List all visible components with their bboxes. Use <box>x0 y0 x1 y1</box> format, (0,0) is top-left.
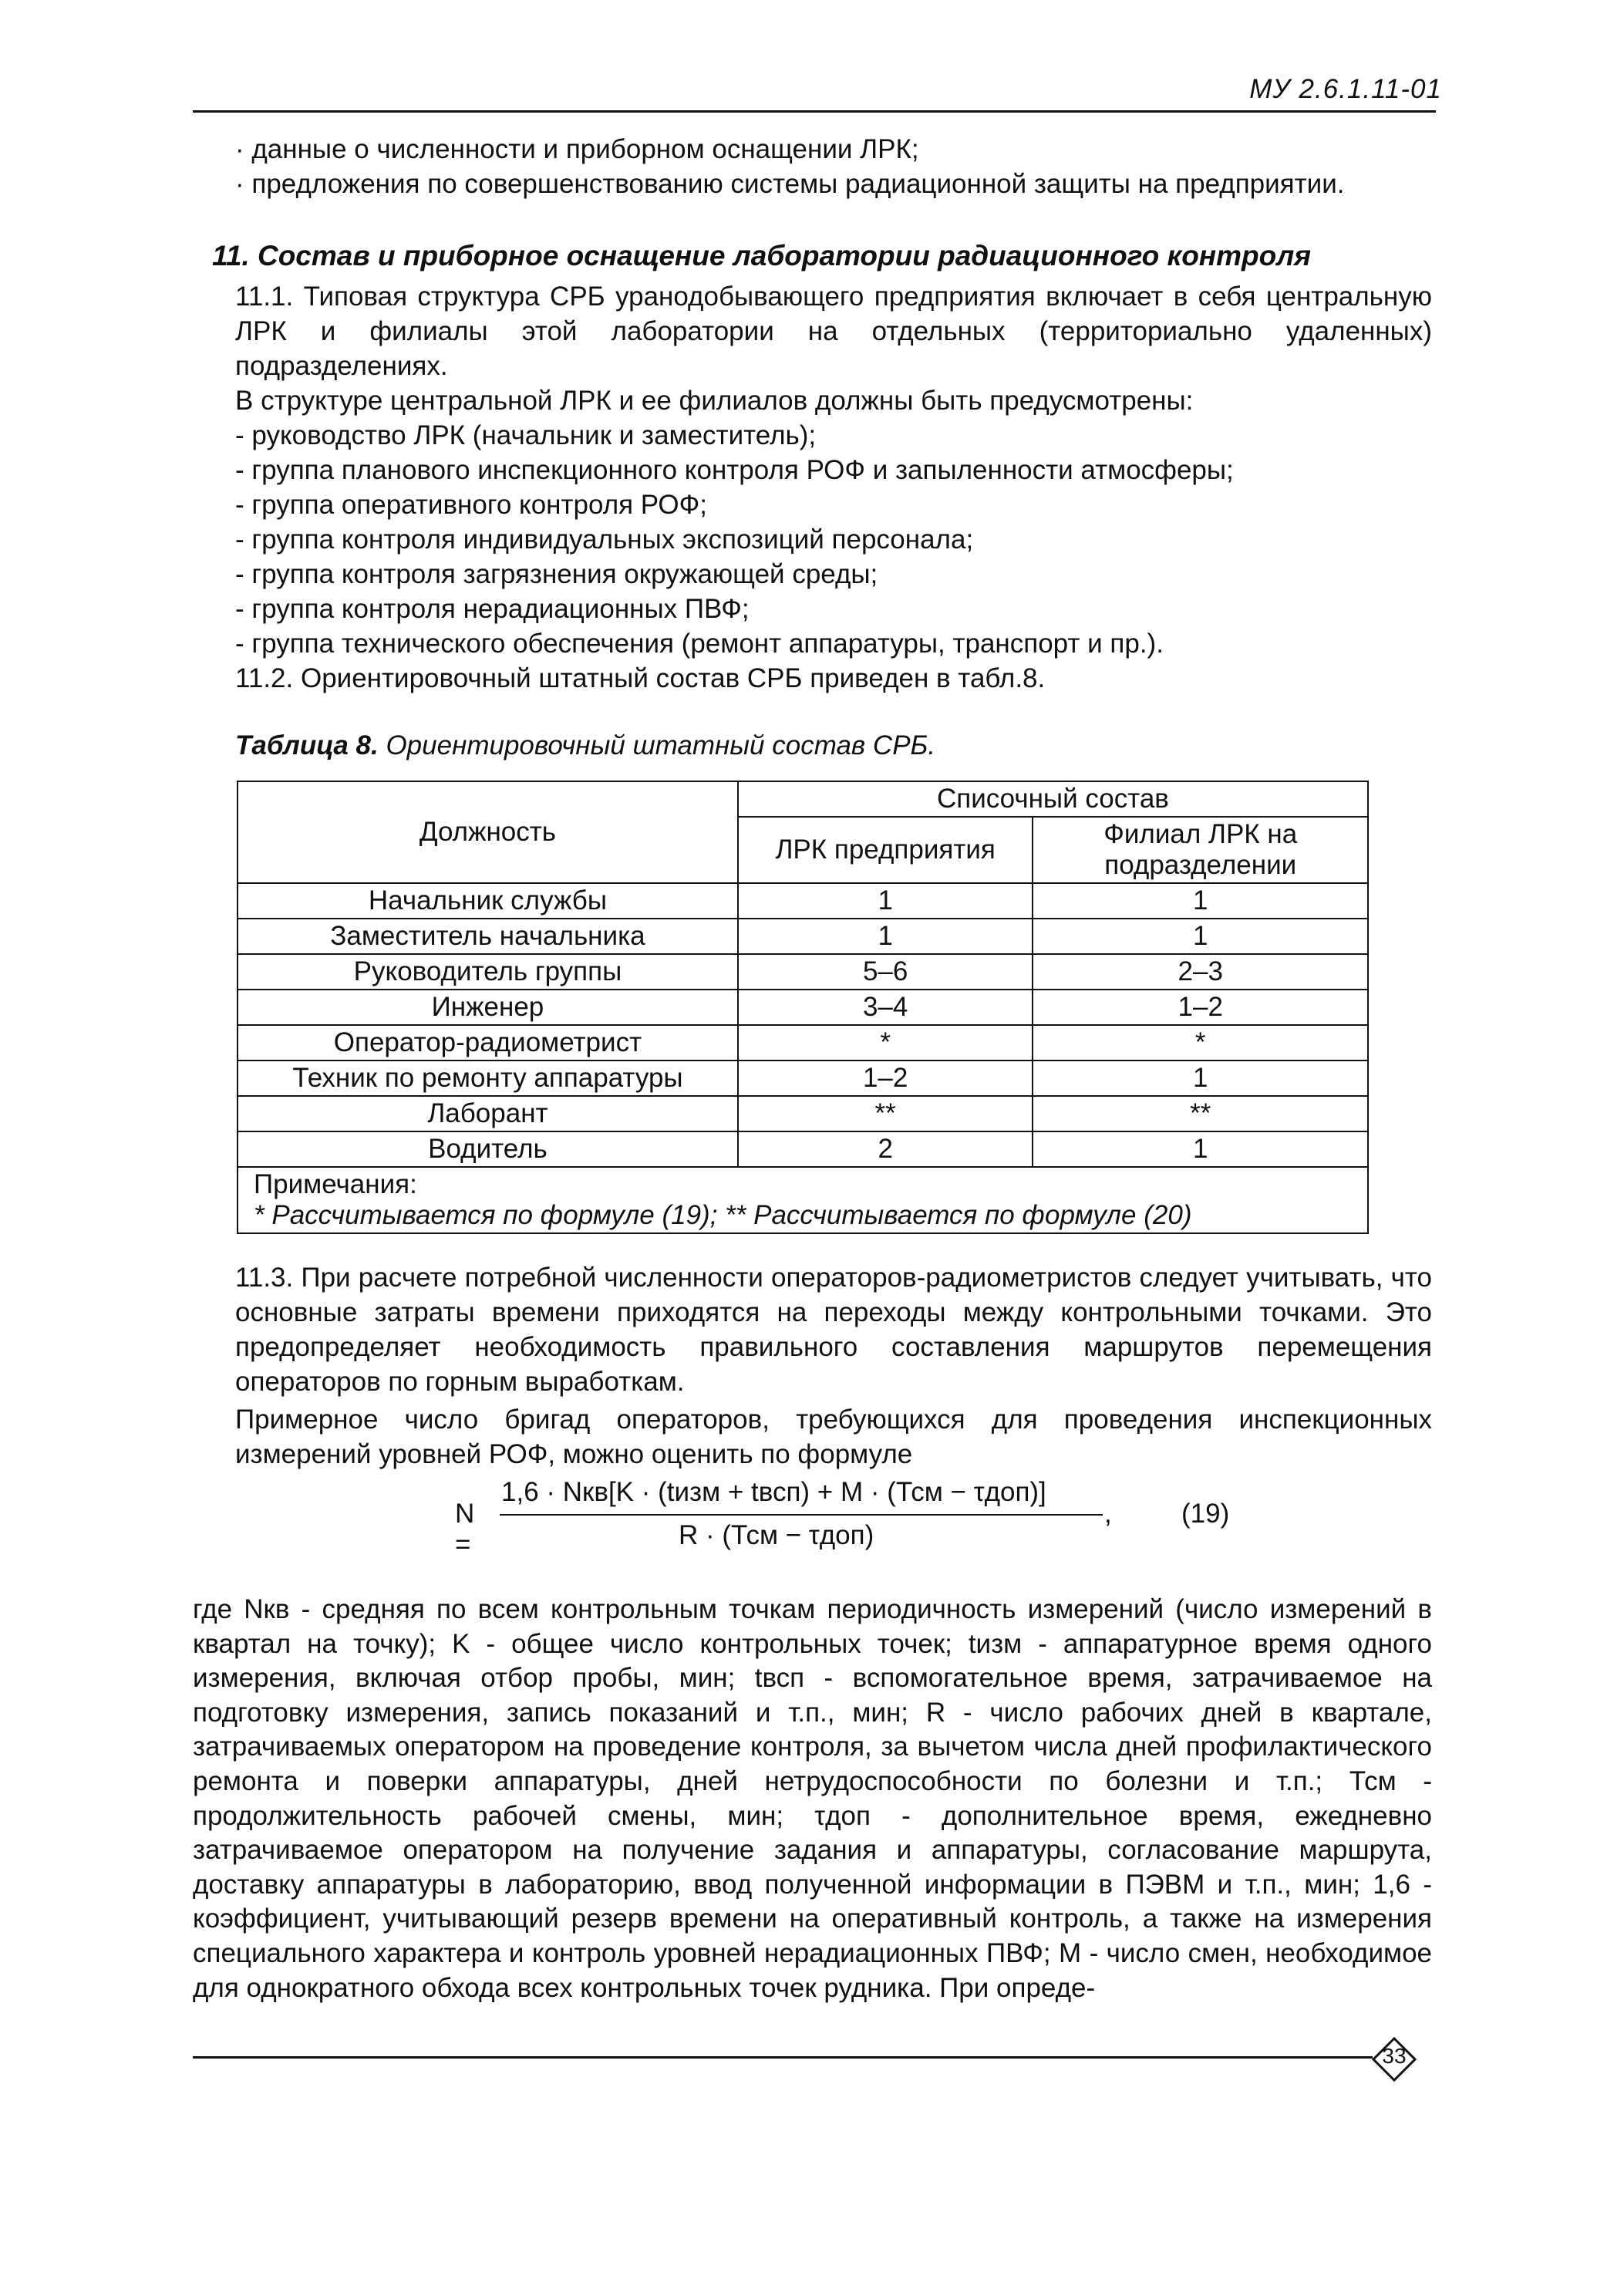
notes-text: * Рассчитывается по формуле (19); ** Рассчитывается по формуле (20) <box>254 1200 1192 1230</box>
notes-title: Примечания: <box>254 1169 417 1199</box>
section-body <box>235 279 1432 696</box>
page-number: 33 <box>1382 2044 1407 2068</box>
cell-position: Руководитель группы <box>238 954 738 990</box>
cell-position: Инженер <box>238 990 738 1025</box>
page-number-badge <box>1371 2036 1417 2082</box>
table-notes <box>238 1167 1368 1233</box>
cell-position: Техник по ремонту аппаратуры <box>238 1061 738 1096</box>
cell-lrk: 1 <box>738 883 1033 919</box>
formula-numerator: 1,6 · Nкв[K · (tизм + tвсп) + M · (Тсм − τдоп)] <box>501 1477 1046 1507</box>
cell-branch: 1 <box>1033 883 1368 919</box>
document-code: МУ 2.6.1.11-01 <box>1249 74 1442 104</box>
list-item: - группа планового инспекционного контроля РОФ и запыленности атмосферы; <box>235 455 1234 485</box>
table-row <box>238 990 1368 1025</box>
cell-lrk: 1–2 <box>738 1061 1033 1096</box>
cell-branch: ** <box>1033 1096 1368 1131</box>
cell-lrk: 1 <box>738 919 1033 954</box>
cell-lrk: 5–6 <box>738 954 1033 990</box>
paragraph-11-2: 11.2. Ориентировочный штатный состав СРБ приведен в табл.8. <box>235 663 1046 693</box>
cell-branch: 2–3 <box>1033 954 1368 990</box>
table-caption-label: Таблица 8. <box>235 730 379 760</box>
formula-denominator: R · (Тсм − τдоп) <box>679 1520 874 1550</box>
cell-lrk: ** <box>738 1096 1033 1131</box>
cell-branch: 1 <box>1033 919 1368 954</box>
header-position: Должность <box>238 781 738 883</box>
paragraph-11-3-text: 11.3. При расчете потребной численности операторов-радиометристов следует учитывать, что основные затраты времени приходятся на переходы между контрольными точками. Это предопределяет необходимость правильного составления маршрутов перемещения операторов по горным выработкам. <box>235 1263 1432 1397</box>
paragraph-11-3 <box>235 1260 1432 1399</box>
cell-branch: * <box>1033 1025 1368 1061</box>
list-item: - группа контроля индивидуальных экспозиций персонала; <box>235 524 974 555</box>
formula-lhs: N = <box>455 1499 475 1560</box>
staff-table <box>237 781 1369 1234</box>
header-branch: Филиал ЛРК на подразделении <box>1033 817 1368 883</box>
table-row <box>238 1096 1368 1131</box>
header-lrk: ЛРК предприятия <box>738 817 1033 883</box>
intro-item: · предложения по совершенствованию системы радиационной защиты на предприятии. <box>235 169 1345 199</box>
cell-branch: 1 <box>1033 1061 1368 1096</box>
cell-lrk: * <box>738 1025 1033 1061</box>
table-row <box>238 1061 1368 1096</box>
table-header-row <box>238 781 1368 817</box>
cell-lrk: 2 <box>738 1131 1033 1167</box>
paragraph-estimate <box>235 1402 1432 1472</box>
paragraph-where-text: где Nкв - средняя по всем контрольным точкам периодичность измерений (число измерений в квартал на точку); K - общее число контрольных точек; tизм - аппаратурное время одного измерения, включая отбор пробы, мин; tвсп - вспомогательное время, затрачиваемое на подготовку измерения, запись показаний и т.п., мин; R - число рабочих дней в квартале, затрачиваемых оператором на проведение контроля, за вычетом числа дней профилактического ремонта и поверки аппаратуры, дней нетрудоспособности по болезни и т.п.; Тсм - продолжительность рабочей смены, мин; τдоп - дополнительное время, ежедневно затрачиваемое оператором на получение задания и аппаратуры, согласование маршрута, доставку аппаратуры в лабораторию, ввод полученной информации в ПЭВМ и т.п., мин; 1,6 - коэффициент, учитывающий резерв времени на оперативный контроль, а также на измерения специального характера и контроль уровней нерадиационных ПВФ; М - число смен, необходимое для однократного обхода всех контрольных точек рудника. При опреде- <box>193 1594 1432 2003</box>
cell-position: Лаборант <box>238 1096 738 1131</box>
table-row <box>238 919 1368 954</box>
section-title: 11. Состав и приборное оснащение лаборатории радиационного контроля <box>212 240 1312 271</box>
cell-position: Заместитель начальника <box>238 919 738 954</box>
list-item: - руководство ЛРК (начальник и заместитель); <box>235 420 817 450</box>
paragraph-where <box>193 1593 1432 2005</box>
list-item: - группа технического обеспечения (ремонт аппаратуры, транспорт и пр.). <box>235 629 1164 659</box>
paragraph-structure: В структуре центральной ЛРК и ее филиалов должны быть предусмотрены: <box>235 386 1194 416</box>
fraction-bar <box>500 1514 1103 1516</box>
list-item: - группа контроля загрязнения окружающей среды; <box>235 559 878 589</box>
table-row <box>238 1131 1368 1167</box>
table-caption-text: Ориентировочный штатный состав СРБ. <box>378 730 936 760</box>
table-row <box>238 1025 1368 1061</box>
header-group: Списочный состав <box>738 781 1368 817</box>
header-rule <box>193 110 1436 113</box>
cell-position: Оператор-радиометрист <box>238 1025 738 1061</box>
cell-position: Начальник службы <box>238 883 738 919</box>
table-row <box>238 883 1368 919</box>
intro-item: · данные о численности и приборном оснащении ЛРК; <box>235 134 919 164</box>
list-item: - группа контроля нерадиационных ПВФ; <box>235 594 750 624</box>
list-item: - группа оперативного контроля РОФ; <box>235 490 707 520</box>
formula-comma: , <box>1104 1499 1112 1529</box>
cell-position: Водитель <box>238 1131 738 1167</box>
cell-branch: 1 <box>1033 1131 1368 1167</box>
table-caption <box>235 730 935 761</box>
cell-lrk: 3–4 <box>738 990 1033 1025</box>
table-row <box>238 954 1368 990</box>
paragraph-11-1: 11.1. Типовая структура СРБ уранодобывающего предприятия включает в себя центральную ЛРК и филиалы этой лаборатории на отдельных (территориально удаленных) подразделениях. <box>235 282 1432 381</box>
table-notes-row <box>238 1167 1368 1233</box>
intro-list <box>235 132 1432 201</box>
footer-rule <box>193 2056 1373 2059</box>
cell-branch: 1–2 <box>1033 990 1368 1025</box>
paragraph-estimate-text: Примерное число бригад операторов, требующихся для проведения инспекционных измерений уровней РОФ, можно оценить по формуле <box>235 1404 1432 1469</box>
formula-number: (19) <box>1181 1499 1230 1529</box>
